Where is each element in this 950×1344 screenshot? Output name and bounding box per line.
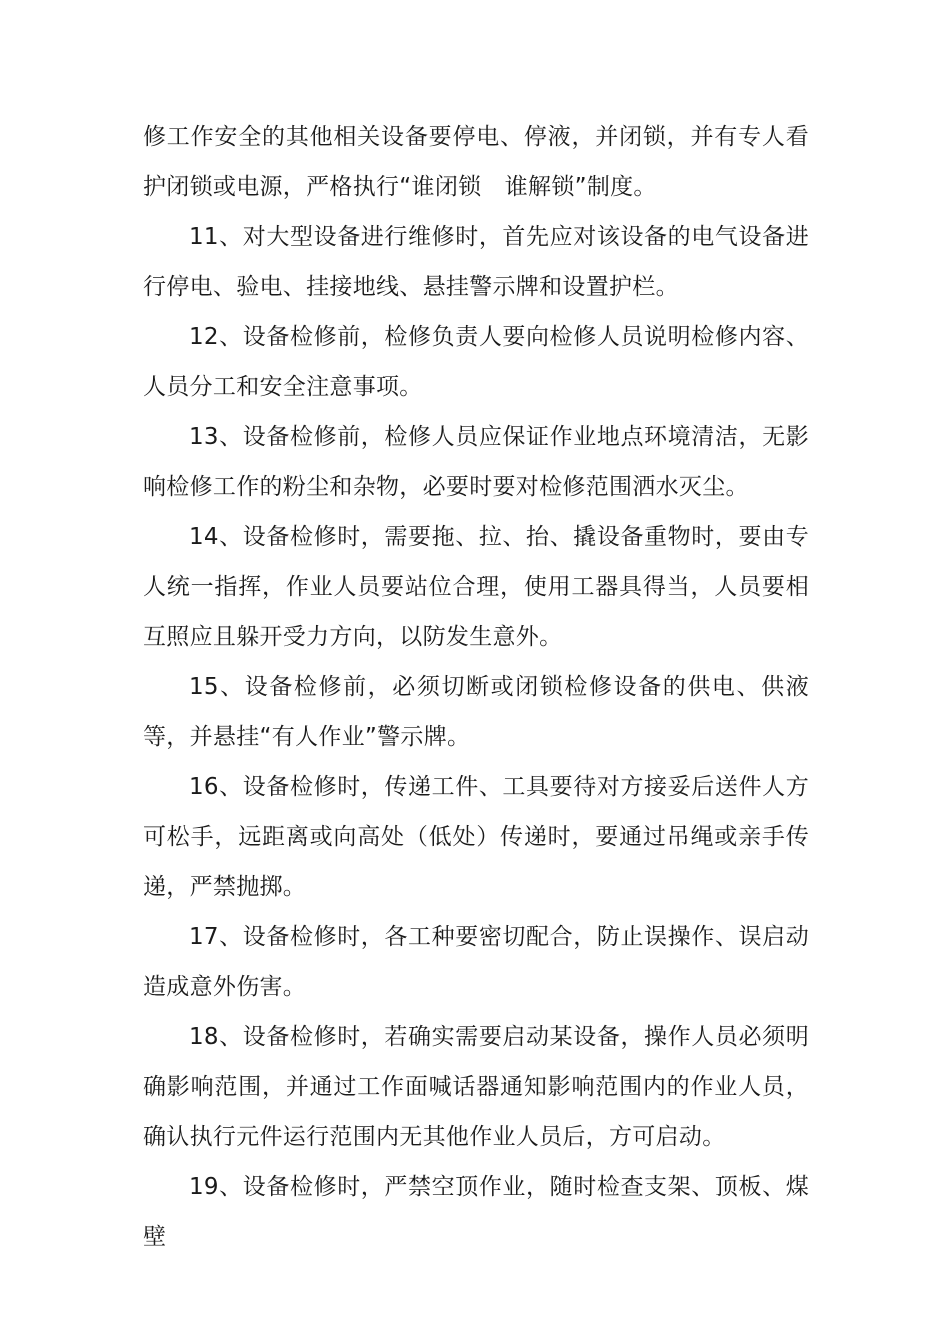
paragraph-item-16: 16、设备检修时，传递工件、工具要待对方接妥后送件人方可松手，远距离或向高处（低处）传递时，要通过吊绳或亲手传递，严禁抛掷。 [143,774,809,900]
paragraph-item-18: 18、设备检修时，若确实需要启动某设备，操作人员必须明确影响范围，并通过工作面喊话器通知影响范围内的作业人员，确认执行元件运行范围内无其他作业人员后，方可启动。 [143,1024,809,1150]
paragraph-item-11: 11、对大型设备进行维修时，首先应对该设备的电气设备进行停电、验电、挂接地线、悬挂警示牌和设置护栏。 [143,224,809,300]
paragraph-item-13: 13、设备检修前，检修人员应保证作业地点环境清洁，无影响检修工作的粉尘和杂物，必要时要对检修范围洒水灭尘。 [143,424,809,500]
paragraph-item-17: 17、设备检修时，各工种要密切配合，防止误操作、误启动造成意外伤害。 [143,924,809,1000]
paragraph-item-19: 19、设备检修时，严禁空顶作业，随时检查支架、顶板、煤壁 [143,1174,809,1250]
paragraph-item-14: 14、设备检修时，需要拖、拉、抬、撬设备重物时，要由专人统一指挥，作业人员要站位合理，使用工器具得当，人员要相互照应且躲开受力方向，以防发生意外。 [143,524,809,650]
paragraph-item-15: 15、设备检修前，必须切断或闭锁检修设备的供电、供液等，并悬挂“有人作业”警示牌。 [143,674,809,750]
paragraph-continuation: 修工作安全的其他相关设备要停电、停液，并闭锁，并有专人看护闭锁或电源，严格执行“谁闭锁 谁解锁”制度。 [143,124,809,200]
paragraph-item-12: 12、设备检修前，检修负责人要向检修人员说明检修内容、人员分工和安全注意事项。 [143,324,809,400]
document-body [143,112,809,1262]
